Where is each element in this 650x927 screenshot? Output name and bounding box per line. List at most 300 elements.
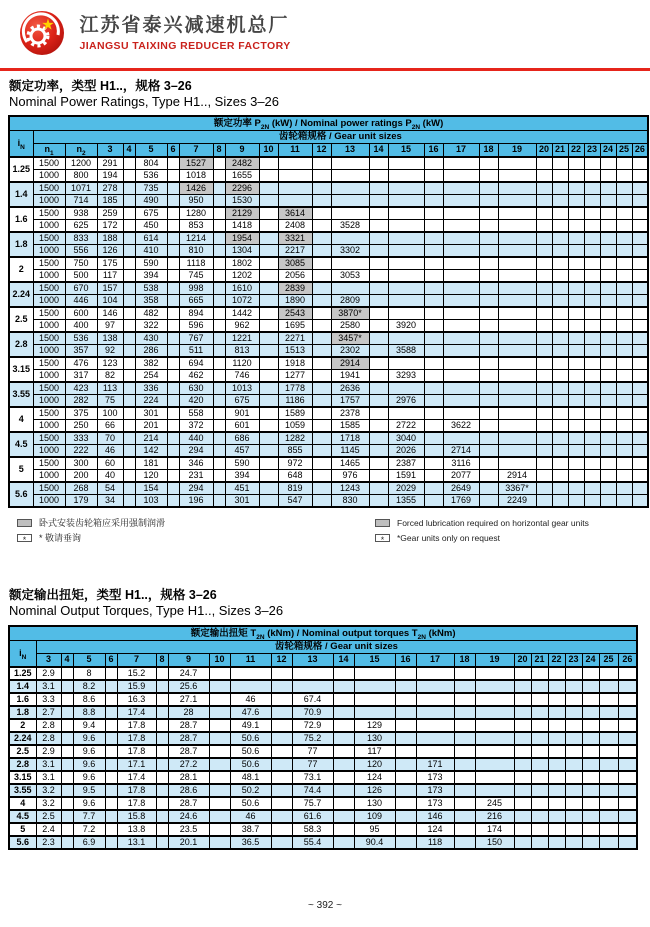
empty-cell bbox=[156, 693, 168, 706]
n1-cell: 1000 bbox=[33, 445, 65, 458]
empty-cell bbox=[616, 295, 632, 308]
empty-cell bbox=[388, 232, 424, 245]
empty-cell bbox=[230, 667, 271, 680]
power-value-cell: 34 bbox=[97, 495, 123, 508]
empty-cell bbox=[213, 395, 225, 408]
empty-cell bbox=[424, 382, 443, 395]
table-row bbox=[9, 207, 648, 220]
empty-cell bbox=[548, 745, 565, 758]
power-value-cell: 950 bbox=[179, 195, 213, 208]
power-value-cell: 3622 bbox=[443, 420, 479, 433]
torque-value-cell: 7.7 bbox=[73, 810, 105, 823]
empty-cell bbox=[552, 482, 568, 495]
empty-cell bbox=[61, 693, 73, 706]
power-value-cell: 188 bbox=[97, 232, 123, 245]
power-value-cell: 224 bbox=[135, 395, 167, 408]
size-column-header: 26 bbox=[632, 143, 648, 157]
empty-cell bbox=[123, 407, 135, 420]
empty-cell bbox=[600, 345, 616, 358]
empty-cell bbox=[568, 207, 584, 220]
empty-cell bbox=[333, 719, 354, 732]
size-column-header: 24 bbox=[600, 143, 616, 157]
section2-title bbox=[0, 580, 650, 624]
power-value-cell: 558 bbox=[179, 407, 213, 420]
table-row bbox=[9, 758, 637, 771]
ratio-cell: 2 bbox=[9, 257, 33, 282]
power-value-cell: 2914 bbox=[331, 357, 369, 370]
empty-cell bbox=[632, 495, 648, 508]
n2-cell: 625 bbox=[65, 220, 97, 233]
empty-cell bbox=[395, 745, 416, 758]
power-value-cell: 894 bbox=[179, 307, 213, 320]
empty-cell bbox=[167, 432, 179, 445]
n2-cell: 268 bbox=[65, 482, 97, 495]
size-column-header: 3 bbox=[36, 653, 61, 667]
empty-cell bbox=[213, 257, 225, 270]
empty-cell bbox=[369, 157, 388, 170]
empty-cell bbox=[209, 693, 230, 706]
empty-cell bbox=[584, 457, 600, 470]
empty-cell bbox=[548, 719, 565, 732]
empty-cell bbox=[443, 332, 479, 345]
empty-cell bbox=[123, 232, 135, 245]
empty-cell bbox=[271, 823, 292, 836]
power-value-cell: 1018 bbox=[179, 170, 213, 183]
size-column-header: 22 bbox=[548, 653, 565, 667]
empty-cell bbox=[584, 382, 600, 395]
empty-cell bbox=[552, 257, 568, 270]
empty-cell bbox=[514, 745, 531, 758]
power-value-cell: 3528 bbox=[331, 220, 369, 233]
torque-value-cell: 17.4 bbox=[117, 771, 156, 784]
empty-cell bbox=[536, 270, 552, 283]
torque-value-cell: 129 bbox=[354, 719, 395, 732]
power-value-cell: 294 bbox=[179, 482, 213, 495]
empty-cell bbox=[599, 797, 618, 810]
empty-cell bbox=[395, 732, 416, 745]
empty-cell bbox=[213, 495, 225, 508]
torque-value-cell: 2.8 bbox=[36, 719, 61, 732]
torque-value-cell: 36.5 bbox=[230, 836, 271, 849]
empty-cell bbox=[167, 195, 179, 208]
empty-cell bbox=[443, 257, 479, 270]
empty-cell bbox=[395, 797, 416, 810]
empty-cell bbox=[443, 220, 479, 233]
empty-cell bbox=[167, 320, 179, 333]
empty-cell bbox=[424, 257, 443, 270]
empty-cell bbox=[552, 495, 568, 508]
empty-cell bbox=[369, 332, 388, 345]
empty-cell bbox=[312, 170, 331, 183]
empty-cell bbox=[584, 495, 600, 508]
empty-cell bbox=[498, 332, 536, 345]
power-value-cell: 675 bbox=[135, 207, 167, 220]
empty-cell bbox=[552, 395, 568, 408]
empty-cell bbox=[479, 432, 498, 445]
empty-cell bbox=[599, 784, 618, 797]
empty-cell bbox=[424, 345, 443, 358]
empty-cell bbox=[395, 706, 416, 719]
empty-cell bbox=[475, 771, 514, 784]
empty-cell bbox=[312, 320, 331, 333]
empty-cell bbox=[584, 320, 600, 333]
empty-cell bbox=[552, 245, 568, 258]
power-value-cell: 70 bbox=[97, 432, 123, 445]
empty-cell bbox=[156, 823, 168, 836]
power-value-cell: 1186 bbox=[278, 395, 312, 408]
torque-value-cell: 48.1 bbox=[230, 771, 271, 784]
empty-cell bbox=[632, 207, 648, 220]
torque-value-cell: 17.8 bbox=[117, 732, 156, 745]
empty-cell bbox=[479, 470, 498, 483]
legend-label: * 敬请垂询 bbox=[39, 533, 82, 543]
n1-cell: 1500 bbox=[33, 482, 65, 495]
empty-cell bbox=[167, 420, 179, 433]
torque-value-cell: 16.3 bbox=[117, 693, 156, 706]
empty-cell bbox=[167, 382, 179, 395]
n1-cell: 1500 bbox=[33, 382, 65, 395]
empty-cell bbox=[61, 667, 73, 680]
table-row bbox=[9, 270, 648, 283]
size-column-header: 13 bbox=[331, 143, 369, 157]
power-value-cell: 451 bbox=[225, 482, 259, 495]
size-column-header: 19 bbox=[498, 143, 536, 157]
empty-cell bbox=[312, 295, 331, 308]
empty-cell bbox=[536, 282, 552, 295]
size-column-header: 7 bbox=[179, 143, 213, 157]
empty-cell bbox=[167, 270, 179, 283]
table-subtitle-row bbox=[9, 640, 637, 653]
empty-cell bbox=[331, 170, 369, 183]
star-icon: ★ bbox=[41, 16, 55, 34]
empty-cell bbox=[259, 407, 278, 420]
empty-cell bbox=[123, 295, 135, 308]
empty-cell bbox=[167, 295, 179, 308]
power-value-cell: 1585 bbox=[331, 420, 369, 433]
table-row bbox=[9, 345, 648, 358]
power-value-cell: 291 bbox=[97, 157, 123, 170]
empty-cell bbox=[61, 771, 73, 784]
power-value-cell: 601 bbox=[225, 420, 259, 433]
empty-cell bbox=[388, 207, 424, 220]
power-value-cell: 810 bbox=[179, 245, 213, 258]
empty-cell bbox=[599, 719, 618, 732]
empty-cell bbox=[498, 282, 536, 295]
size-column-header: 11 bbox=[230, 653, 271, 667]
empty-cell bbox=[105, 823, 117, 836]
empty-cell bbox=[475, 680, 514, 693]
empty-cell bbox=[278, 195, 312, 208]
empty-cell bbox=[424, 307, 443, 320]
empty-cell bbox=[369, 170, 388, 183]
empty-cell bbox=[568, 482, 584, 495]
power-value-cell: 2217 bbox=[278, 245, 312, 258]
empty-cell bbox=[271, 693, 292, 706]
empty-cell bbox=[600, 320, 616, 333]
power-value-cell: 1530 bbox=[225, 195, 259, 208]
empty-cell bbox=[61, 784, 73, 797]
torque-value-cell: 24.6 bbox=[168, 810, 209, 823]
empty-cell bbox=[61, 706, 73, 719]
empty-cell bbox=[582, 836, 599, 849]
empty-cell bbox=[167, 407, 179, 420]
empty-cell bbox=[443, 295, 479, 308]
empty-cell bbox=[424, 207, 443, 220]
torque-value-cell: 8.8 bbox=[73, 706, 105, 719]
empty-cell bbox=[498, 157, 536, 170]
empty-cell bbox=[536, 332, 552, 345]
torque-value-cell: 17.4 bbox=[117, 706, 156, 719]
column-number-row bbox=[9, 143, 648, 157]
size-column-header: 6 bbox=[105, 653, 117, 667]
power-value-cell: 3870* bbox=[331, 307, 369, 320]
empty-cell bbox=[331, 157, 369, 170]
empty-cell bbox=[312, 382, 331, 395]
empty-cell bbox=[388, 307, 424, 320]
legend-zh bbox=[17, 517, 165, 547]
empty-cell bbox=[209, 836, 230, 849]
power-value-cell: 181 bbox=[135, 457, 167, 470]
power-value-cell: 196 bbox=[179, 495, 213, 508]
size-column-header: 8 bbox=[156, 653, 168, 667]
empty-cell bbox=[416, 745, 454, 758]
empty-cell bbox=[632, 307, 648, 320]
power-value-cell: 60 bbox=[97, 457, 123, 470]
empty-cell bbox=[616, 282, 632, 295]
empty-cell bbox=[395, 758, 416, 771]
empty-cell bbox=[333, 732, 354, 745]
table-row bbox=[9, 745, 637, 758]
table-row bbox=[9, 784, 637, 797]
empty-cell bbox=[105, 732, 117, 745]
empty-cell bbox=[498, 207, 536, 220]
empty-cell bbox=[416, 680, 454, 693]
empty-cell bbox=[213, 295, 225, 308]
empty-cell bbox=[61, 836, 73, 849]
empty-cell bbox=[424, 182, 443, 195]
empty-cell bbox=[105, 797, 117, 810]
empty-cell bbox=[369, 420, 388, 433]
empty-cell bbox=[331, 207, 369, 220]
table-row bbox=[9, 719, 637, 732]
size-column-header: 18 bbox=[479, 143, 498, 157]
power-value-cell: 2976 bbox=[388, 395, 424, 408]
empty-cell bbox=[312, 182, 331, 195]
empty-cell bbox=[424, 157, 443, 170]
power-value-cell: 1589 bbox=[278, 407, 312, 420]
empty-cell bbox=[536, 470, 552, 483]
empty-cell bbox=[443, 282, 479, 295]
ratio-cell: 5 bbox=[9, 823, 36, 836]
ratio-cell: 3.15 bbox=[9, 357, 33, 382]
section1-title bbox=[0, 71, 650, 115]
empty-cell bbox=[514, 836, 531, 849]
empty-cell bbox=[600, 270, 616, 283]
n1-cell: 1000 bbox=[33, 470, 65, 483]
empty-cell bbox=[424, 482, 443, 495]
empty-cell bbox=[123, 482, 135, 495]
empty-cell bbox=[388, 357, 424, 370]
empty-cell bbox=[333, 823, 354, 836]
empty-cell bbox=[259, 395, 278, 408]
n1-column-header: $n_1$ bbox=[33, 143, 65, 157]
on-request-icon bbox=[17, 534, 32, 542]
power-value-cell: 358 bbox=[135, 295, 167, 308]
power-value-cell: 3040 bbox=[388, 432, 424, 445]
empty-cell bbox=[123, 182, 135, 195]
empty-cell bbox=[531, 667, 548, 680]
ratio-cell: 3.55 bbox=[9, 382, 33, 407]
empty-cell bbox=[369, 307, 388, 320]
empty-cell bbox=[369, 282, 388, 295]
power-value-cell: 1941 bbox=[331, 370, 369, 383]
empty-cell bbox=[312, 407, 331, 420]
section1-title-zh: 额定功率，类型 H1..，规格 3–26 bbox=[9, 79, 192, 93]
empty-cell bbox=[475, 784, 514, 797]
power-value-cell: 1280 bbox=[179, 207, 213, 220]
n1-cell: 1500 bbox=[33, 182, 65, 195]
empty-cell bbox=[600, 420, 616, 433]
torque-value-cell: 24.7 bbox=[168, 667, 209, 680]
empty-cell bbox=[568, 157, 584, 170]
power-value-cell: 1418 bbox=[225, 220, 259, 233]
ratio-cell: 1.8 bbox=[9, 706, 36, 719]
empty-cell bbox=[599, 693, 618, 706]
empty-cell bbox=[209, 745, 230, 758]
empty-cell bbox=[600, 470, 616, 483]
empty-cell bbox=[259, 495, 278, 508]
empty-cell bbox=[312, 220, 331, 233]
torque-value-cell: 95 bbox=[354, 823, 395, 836]
power-value-cell: 1513 bbox=[278, 345, 312, 358]
empty-cell bbox=[582, 810, 599, 823]
power-value-cell: 536 bbox=[135, 170, 167, 183]
torque-value-cell: 2.8 bbox=[36, 732, 61, 745]
empty-cell bbox=[209, 667, 230, 680]
empty-cell bbox=[632, 282, 648, 295]
table-row bbox=[9, 680, 637, 693]
empty-cell bbox=[213, 345, 225, 358]
empty-cell bbox=[568, 295, 584, 308]
torque-value-cell: 173 bbox=[416, 797, 454, 810]
empty-cell bbox=[395, 823, 416, 836]
empty-cell bbox=[209, 758, 230, 771]
empty-cell bbox=[548, 732, 565, 745]
empty-cell bbox=[475, 719, 514, 732]
power-value-cell: 1355 bbox=[388, 495, 424, 508]
power-value-cell: 301 bbox=[135, 407, 167, 420]
power-value-cell: 100 bbox=[97, 407, 123, 420]
empty-cell bbox=[416, 667, 454, 680]
empty-cell bbox=[312, 245, 331, 258]
empty-cell bbox=[213, 407, 225, 420]
torque-value-cell: 15.2 bbox=[117, 667, 156, 680]
empty-cell bbox=[259, 257, 278, 270]
empty-cell bbox=[582, 771, 599, 784]
torque-value-cell: 2.5 bbox=[36, 810, 61, 823]
n2-cell: 423 bbox=[65, 382, 97, 395]
empty-cell bbox=[271, 810, 292, 823]
empty-cell bbox=[616, 482, 632, 495]
empty-cell bbox=[632, 295, 648, 308]
torque-value-cell: 13.1 bbox=[117, 836, 156, 849]
empty-cell bbox=[565, 706, 582, 719]
empty-cell bbox=[443, 370, 479, 383]
empty-cell bbox=[271, 771, 292, 784]
table-row bbox=[9, 732, 637, 745]
empty-cell bbox=[565, 784, 582, 797]
empty-cell bbox=[454, 771, 475, 784]
empty-cell bbox=[156, 797, 168, 810]
empty-cell bbox=[443, 395, 479, 408]
power-value-cell: 66 bbox=[97, 420, 123, 433]
power-value-cell: 675 bbox=[225, 395, 259, 408]
empty-cell bbox=[498, 295, 536, 308]
power-value-cell: 146 bbox=[97, 307, 123, 320]
empty-cell bbox=[565, 810, 582, 823]
n2-cell: 357 bbox=[65, 345, 97, 358]
empty-cell bbox=[600, 182, 616, 195]
torque-value-cell: 9.6 bbox=[73, 758, 105, 771]
empty-cell bbox=[395, 836, 416, 849]
empty-cell bbox=[167, 395, 179, 408]
empty-cell bbox=[156, 836, 168, 849]
empty-cell bbox=[479, 257, 498, 270]
empty-cell bbox=[616, 407, 632, 420]
size-column-header: 22 bbox=[568, 143, 584, 157]
power-value-cell: 853 bbox=[179, 220, 213, 233]
empty-cell bbox=[479, 345, 498, 358]
empty-cell bbox=[568, 257, 584, 270]
empty-cell bbox=[568, 407, 584, 420]
empty-cell bbox=[333, 667, 354, 680]
empty-cell bbox=[259, 157, 278, 170]
empty-cell bbox=[259, 445, 278, 458]
empty-cell bbox=[454, 784, 475, 797]
table-title-row bbox=[9, 626, 637, 640]
empty-cell bbox=[514, 758, 531, 771]
power-value-cell: 286 bbox=[135, 345, 167, 358]
ratio-cell: 5.6 bbox=[9, 836, 36, 849]
power-value-cell: 254 bbox=[135, 370, 167, 383]
empty-cell bbox=[454, 758, 475, 771]
empty-cell bbox=[479, 332, 498, 345]
size-column-header: 18 bbox=[454, 653, 475, 667]
ratio-cell: 2.8 bbox=[9, 332, 33, 357]
empty-cell bbox=[369, 370, 388, 383]
empty-cell bbox=[123, 470, 135, 483]
empty-cell bbox=[443, 357, 479, 370]
empty-cell bbox=[443, 345, 479, 358]
size-column-header: 15 bbox=[388, 143, 424, 157]
output-torques-table bbox=[8, 625, 638, 850]
empty-cell bbox=[618, 719, 637, 732]
power-value-cell: 157 bbox=[97, 282, 123, 295]
empty-cell bbox=[584, 370, 600, 383]
table-row bbox=[9, 382, 648, 395]
empty-cell bbox=[105, 680, 117, 693]
power-value-cell: 1013 bbox=[225, 382, 259, 395]
torque-value-cell: 28.7 bbox=[168, 745, 209, 758]
empty-cell bbox=[271, 784, 292, 797]
empty-cell bbox=[369, 257, 388, 270]
empty-cell bbox=[123, 370, 135, 383]
torque-value-cell: 28.7 bbox=[168, 732, 209, 745]
power-value-cell: 1221 bbox=[225, 332, 259, 345]
empty-cell bbox=[565, 745, 582, 758]
column-number-row bbox=[9, 653, 637, 667]
power-value-cell: 590 bbox=[135, 257, 167, 270]
